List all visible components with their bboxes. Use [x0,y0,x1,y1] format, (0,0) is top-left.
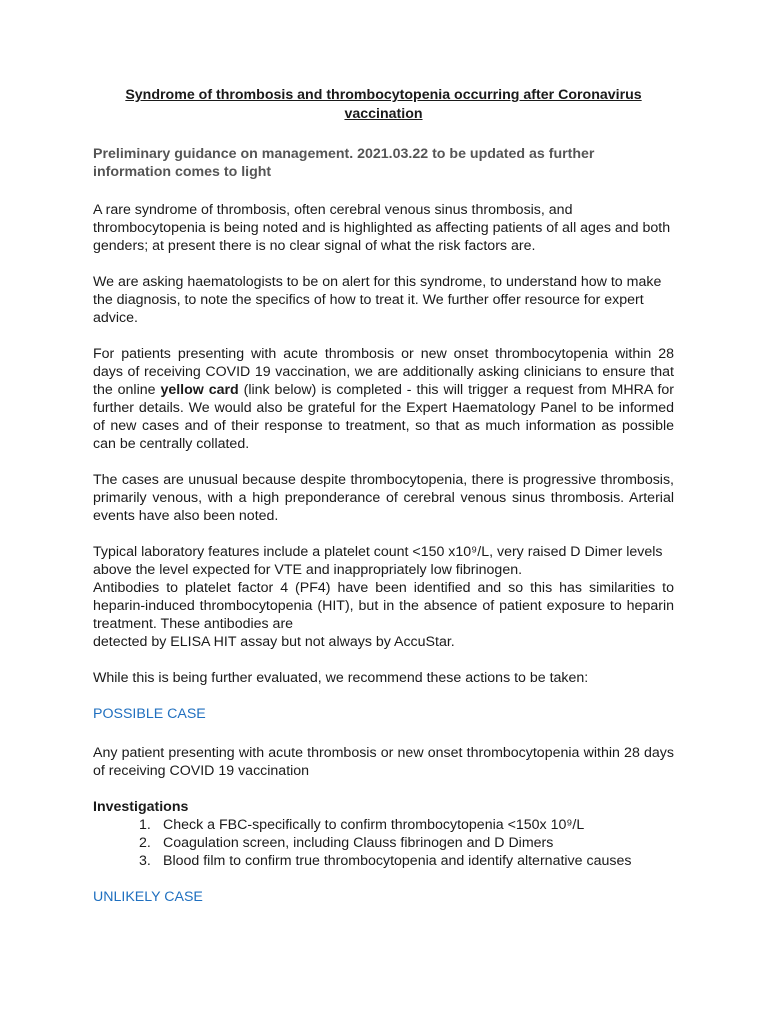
reporting-paragraph [93,345,674,453]
antibodies-paragraph: Antibodies to platelet factor 4 (PF4) have been identified and so this has similarities to heparin-induced thrombocytopenia (HIT), but in the absence of patient exposure to heparin treatment. These antibodies are [93,580,674,632]
list-item [93,834,674,852]
reporting-text-end: (link below) is completed - this will trigger a request from MHRA for further details. We would also be grateful for the Expert Haematology Panel to be informed of new cases and of their response to treatment, so that as much information as possible can be centrally collated. [93,382,675,452]
list-item-number: 2. [139,835,151,851]
alert-paragraph: We are asking haematologists to be on alert for this syndrome, to understand how to make the diagnosis, to note the specifics of how to treat it. We further offer resource for expert advice. [93,274,662,326]
elisa-paragraph: detected by ELISA HIT assay but not always by AccuStar. [93,634,455,650]
unlikely-case-heading: UNLIKELY CASE [93,889,203,905]
recommendation-paragraph: While this is being further evaluated, we recommend these actions to be taken: [93,670,589,686]
yellow-card-text: yellow card [160,382,239,398]
list-item-text: Check a FBC-specifically to confirm thrombocytopenia <150x 10⁹/L [163,817,585,833]
document-subtitle: Preliminary guidance on management. 2021.03.22 to be updated as further information comes to light [93,146,595,180]
possible-case-heading: POSSIBLE CASE [93,706,206,722]
reporting-text-start: For patients presenting with acute thrombosis or new onset thrombocytopenia within 28 days of receiving COVID 19 vaccination, we are additionally asking clinicians to ensure that the online [93,346,674,398]
list-item-number: 1. [139,817,151,833]
list-item [93,816,674,834]
investigations-list [93,816,674,870]
intro-paragraph: A rare syndrome of thrombosis, often cerebral venous sinus thrombosis, and thrombocytopenia is being noted and is highlighted as affecting patients of all ages and both genders; at present there is no clear signal of what the risk factors are. [93,202,671,254]
list-item-number: 3. [139,853,151,869]
list-item-text: Blood film to confirm true thrombocytopenia and identify alternative causes [163,853,632,869]
document-page [93,86,674,927]
document-title: Syndrome of thrombosis and thrombocytopenia occurring after Coronavirus vaccination [125,87,642,122]
lab-features-paragraph: Typical laboratory features include a platelet count <150 x10⁹/L, very raised D Dimer levels above the level expected for VTE and inappropriately low fibrinogen. [93,544,663,578]
cases-paragraph: The cases are unusual because despite thrombocytopenia, there is progressive thrombosis, primarily venous, with a high preponderance of cerebral venous sinus thrombosis. Arterial events have also been noted. [93,472,674,524]
list-item [93,852,674,870]
possible-case-definition: Any patient presenting with acute thrombosis or new onset thrombocytopenia within 28 days of receiving COVID 19 vaccination [93,745,674,779]
investigations-heading: Investigations [93,799,189,815]
list-item-text: Coagulation screen, including Clauss fibrinogen and D Dimers [163,835,554,851]
